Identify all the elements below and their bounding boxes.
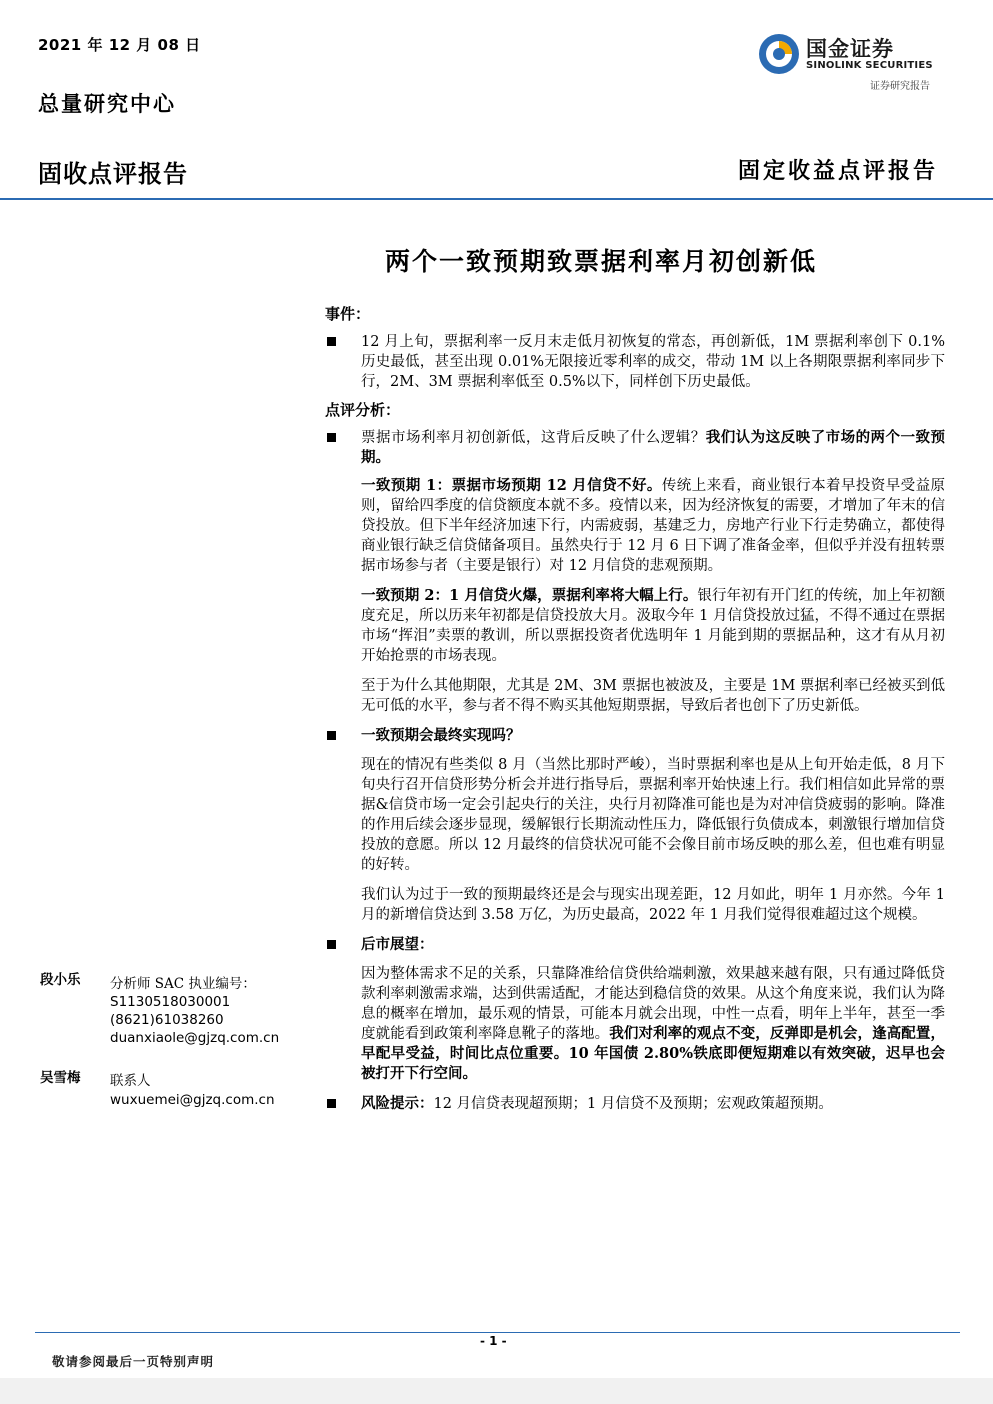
expectation-1-paragraph xyxy=(361,476,945,576)
report-date: 2021 年 12 月 08 日 xyxy=(38,36,201,54)
expectation-2-paragraph xyxy=(361,586,945,666)
outlook-view: 我们对利率的观点不变，反弹即是机会，逢高配置，早配早受益，时间比点位重要。10 年国债 2.80%铁底即便短期难以有效突破，迟早也会被打开下行空间。 xyxy=(361,1025,946,1082)
expectation-1-text: 传统上来看，商业银行本着早投资早受益原则，留给四季度的信贷额度本就不多。疫情以来，因为经济恢复的需要，才增加了年末的信贷投放。但下半年经济加速下行，内需疲弱，基建乏力，房地产行业下行走势确立，都使得商业银行缺乏信贷储备项目。虽然央行于 12 月 6 日下调了准备金率，但似乎并没有扭转票据市场参与者（主要是银行）对 12 月信贷的悲观预期。 xyxy=(361,478,945,574)
august-comparison-paragraph: 现在的情况有些类似 8 月（当然比那时严峻），当时票据利率也是从上旬开始走低，8 月下旬央行召开信贷形势分析会并进行指导后，票据利率开始快速上行。我们相信如此异常的票据&信贷市场一定会引起央行的关注，央行月初降准可能也是为对冲信贷疲弱的影响。降准的作用后续会逐步显现，缓解银行长期流动性压力，降低银行负债成本，刺激银行增加信贷投放的意愿。所以 12 月最终的信贷状况可能不会像目前市场反映的那么差，但也难有明显的好转。 xyxy=(361,757,945,873)
report-type: 固收点评报告 xyxy=(38,160,188,188)
risk-label: 风险提示： xyxy=(361,1095,434,1112)
event-bullet xyxy=(325,332,945,392)
outlook-text: 因为整体需求不足的关系，只靠降准给信贷供给端刺激，效果越来越有限，只有通过降低贷款利率刺激需求端，达到供需适配，才能达到稳信贷的效果。从这个角度来说，我们认为降息的概率在增加，最乐观的情景，可能本月就会出现，中性一点看，明年上半年，甚至一季度就能看到政策利率降息靴子的落地。 xyxy=(361,966,945,1042)
report-title: 两个一致预期致票据利率月初创新低 xyxy=(385,247,818,276)
contact-email[interactable]: wuxuemei@gjzq.com.cn xyxy=(110,1092,275,1108)
bullet-square-icon xyxy=(327,433,336,442)
analysis-answer: 我们认为这反映了市场的两个一致预期。 xyxy=(361,429,946,466)
contact-role: 联系人 xyxy=(110,1073,151,1089)
company-logo-icon xyxy=(757,32,801,76)
bullet-square-icon xyxy=(327,337,336,346)
analyst-sac-id: S1130518030001 xyxy=(110,994,231,1010)
risk-bullet xyxy=(325,1094,945,1115)
risk-text: 12 月信贷表现超预期；1 月信贷不及预期；宏观政策超预期。 xyxy=(433,1096,833,1112)
expectation-2-title: 一致预期 2：1 月信贷火爆，票据利率将大幅上行。 xyxy=(361,587,698,604)
outlook-heading: 后市展望： xyxy=(361,936,434,953)
expectation-2-text: 银行年初有开门红的传统，加上年初额度充足，所以历来年初都是信贷投放大月。汲取今年 1 月信贷投放过猛，不得不通过在票据市场“挥泪”卖票的教训，所以票据投资者优选明年 1 月能到期的票据品种，这才有从月初开始抢票的市场表现。 xyxy=(361,588,945,664)
contact-name: 吴雪梅 xyxy=(40,1070,81,1086)
event-text: 12 月上旬，票据利率一反月末走低月初恢复的常态，再创新低，1M 票据利率创下 0.1%历史最低，甚至出现 0.01%无限接近零利率的成交，带动 1M 以上各期限票据利率同步下行，2M、3M 票据利率低至 0.5%以下，同样创下历史最低。 xyxy=(361,334,945,390)
research-center-name: 总量研究中心 xyxy=(38,91,176,116)
analyst-role: 分析师 SAC 执业编号： xyxy=(110,976,256,992)
company-name-cn: 国金证券 xyxy=(806,37,894,61)
bullet-square-icon xyxy=(327,731,336,740)
expectation-1-title: 一致预期 1：票据市场预期 12 月信贷不好。 xyxy=(361,477,662,494)
disclaimer-note: 敬请参阅最后一页特别声明 xyxy=(52,1354,215,1369)
footer-divider xyxy=(35,1332,960,1333)
bullet-square-icon xyxy=(327,1099,336,1108)
company-name-en: SINOLINK SECURITIES xyxy=(806,60,933,71)
page-number: - 1 - xyxy=(480,1334,507,1348)
main-content xyxy=(325,304,945,1123)
analysis-question: 票据市场利率月初创新低，这背后反映了什么逻辑？ xyxy=(361,430,706,446)
other-tenors-paragraph: 至于为什么其他期限，尤其是 2M、3M 票据也被波及，主要是 1M 票据利率已经被买到低无可低的水平，参与者不得不购买其他短期票据，导致后者也创下了历史新低。 xyxy=(361,678,945,714)
company-subtitle: 证券研究报告 xyxy=(870,81,930,92)
analysis-bullet-2 xyxy=(325,726,945,747)
bullet-square-icon xyxy=(327,940,336,949)
analysis-heading: 点评分析： xyxy=(325,401,401,419)
analyst-email[interactable]: duanxiaole@gjzq.com.cn xyxy=(110,1030,280,1046)
analysis-bullet-1 xyxy=(325,428,945,468)
header-divider xyxy=(0,198,993,200)
analyst-name: 段小乐 xyxy=(40,972,81,988)
event-heading: 事件： xyxy=(325,305,371,323)
outlook-bullet xyxy=(325,935,945,956)
bottom-band xyxy=(0,1378,993,1404)
expectation-gap-paragraph: 我们认为过于一致的预期最终还是会与现实出现差距，12 月如此，明年 1 月亦然。今年 1 月的新增信贷达到 3.58 万亿，为历史最高，2022 年 1 月我们觉得很难超过这个规模。 xyxy=(361,887,945,923)
outlook-paragraph xyxy=(361,964,945,1084)
report-type-right: 固定收益点评报告 xyxy=(737,158,938,184)
analyst-phone: (8621)61038260 xyxy=(110,1012,224,1028)
realization-question: 一致预期会最终实现吗？ xyxy=(361,727,521,744)
